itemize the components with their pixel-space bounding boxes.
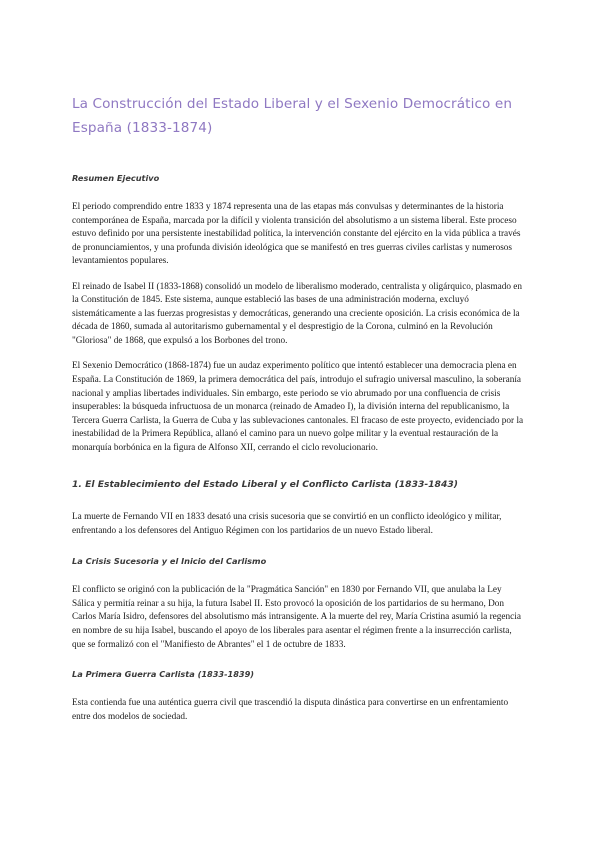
summary-paragraph-3: El Sexenio Democrático (1868-1874) fue un audaz experimento político que intentó establecer una democracia plena en España. La Constitución de 1869, la primera democrática del país, introdujo el sufragio universal masculino, la soberanía nacional y amplias libertades individuales. Sin embargo, este periodo se vio abrumado por una confluencia de crisis insuperables: la búsqueda infructuosa de un monarca (reinado de Amadeo I), la división interna del republicanismo, la Tercera Guerra Carlista, la Guerra de Cuba y las sublevaciones cantonales. El fracaso de este proyecto, evidenciado por la inestabilidad de la Primera República, allanó el camino para un nuevo golpe militar y la eventual restauración de la monarquía borbónica en la figura de Alfonso XII, cerrando el ciclo revolucionario. <box>72 361 524 453</box>
section-1-intro-paragraph: La muerte de Fernando VII en 1833 desató una crisis sucesoria que se convirtió en un conflicto ideológico y militar, enfrentando a los defensores del Antiguo Régimen con los partidarios de un nuevo Estado liberal. <box>72 512 502 536</box>
document-content <box>72 92 524 724</box>
subsection-primera-guerra-carlista-heading: La Primera Guerra Carlista (1833-1839) <box>72 669 255 680</box>
section-1-heading: 1. El Establecimiento del Estado Liberal y el Conflicto Carlista (1833-1843) <box>72 479 458 491</box>
summary-paragraph-2: El reinado de Isabel II (1833-1868) consolidó un modelo de liberalismo moderado, centralista y oligárquico, plasmado en la Constitución de 1845. Este sistema, aunque estableció las bases de una administración moderna, excluyó sistemáticamente a las fuerzas progresistas y democráticas, generando una creciente oposición. La crisis económica de la década de 1860, sumada al autoritarismo gubernamental y el desprestigio de la Corona, culminó en la Revolución "Gloriosa" de 1868, que expulsó a los Borbones del trono. <box>72 281 523 346</box>
primera-guerra-carlista-paragraph: Esta contienda fue una auténtica guerra civil que trascendió la disputa dinástica para convertirse en un enfrentamiento entre dos modelos de sociedad. <box>72 698 509 722</box>
summary-heading: Resumen Ejecutivo <box>72 173 160 183</box>
crisis-sucesoria-paragraph: El conflicto se originó con la publicación de la "Pragmática Sanción" en 1830 por Fernando VII, que anulaba la Ley Sálica y permitía reinar a su hija, la futura Isabel II. Esto provocó la oposición de los partidarios de su hermano, Don Carlos María Isidro, defensores del absolutismo más intransigente. A la muerte del rey, María Cristina asumió la regencia en nombre de su hija Isabel, buscando el apoyo de los liberales para asentar el régimen frente a la insurrección carlista, que se formalizó con el "Manifiesto de Abrantes" el 1 de octubre de 1833. <box>72 585 521 650</box>
document-title: La Construcción del Estado Liberal y el Sexenio Democrático en España (1833-1874) <box>72 96 513 136</box>
summary-paragraph-1: El periodo comprendido entre 1833 y 1874 representa una de las etapas más convulsas y determinantes de la historia contemporánea de España, marcada por la difícil y violenta transición del absolutismo a un sistema liberal. Este proceso estuvo definido por una persistente inestabilidad política, la intervención constante del ejército en la vida pública a través de pronunciamientos, y una profunda división ideológica que se manifestó en tres guerras civiles carlistas y numerosos levantamientos populares. <box>72 202 521 267</box>
subsection-crisis-sucesoria-heading: La Crisis Sucesoria y el Inicio del Carlismo <box>72 556 267 567</box>
